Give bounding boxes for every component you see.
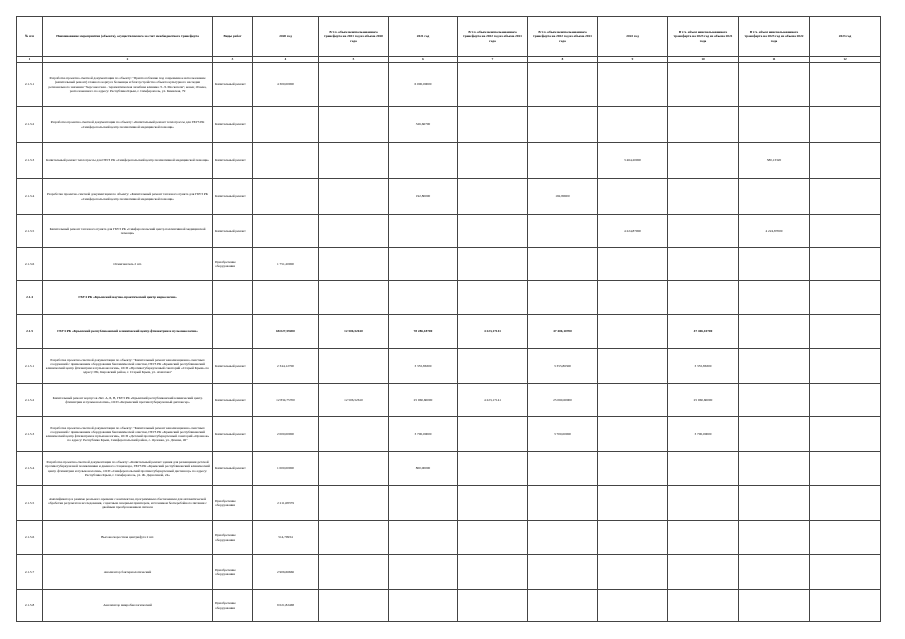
work-type: Приобретение оборудования xyxy=(213,248,253,281)
table-row xyxy=(17,590,881,622)
table-row xyxy=(17,179,881,215)
work-type: Приобретение оборудования xyxy=(213,521,253,555)
value-cell xyxy=(389,143,458,179)
value-cell xyxy=(739,384,810,417)
column-header: В т.ч. объем неиспользованного трансферта на 2021 год из объема 2020 года xyxy=(319,17,389,57)
work-type: Капитальный ремонт xyxy=(213,179,253,215)
row-description-cell xyxy=(43,384,213,417)
work-type: Капитальный ремонт xyxy=(213,215,253,248)
row-description-cell xyxy=(43,315,213,349)
row-description-cell xyxy=(43,521,213,555)
value-cell xyxy=(319,486,389,521)
row-description-cell xyxy=(43,281,213,315)
value-cell: 47 406,10700 xyxy=(668,315,739,349)
value-cell: 4 300,00000 xyxy=(253,63,319,107)
table-row xyxy=(17,452,881,486)
value-cell: 3 700,00000 xyxy=(528,417,598,452)
value-cell: 25 060,60000 xyxy=(389,384,458,417)
value-cell xyxy=(458,248,528,281)
value-cell xyxy=(389,248,458,281)
value-cell xyxy=(389,590,458,622)
value-cell xyxy=(528,555,598,590)
value-cell xyxy=(810,452,881,486)
value-cell xyxy=(319,107,389,143)
value-cell xyxy=(810,215,881,248)
table-row xyxy=(17,521,881,555)
value-cell: 192,80000 xyxy=(528,179,598,215)
value-cell xyxy=(319,521,389,555)
value-cell xyxy=(253,143,319,179)
value-cell xyxy=(739,179,810,215)
table-row xyxy=(17,281,881,315)
value-cell xyxy=(598,590,668,622)
value-cell: 12 506,52610 xyxy=(319,315,389,349)
work-type: Капитальный ремонт xyxy=(213,452,253,486)
row-description: Высокоскоростная центрифуга 2 шт. xyxy=(101,535,154,540)
value-cell xyxy=(458,555,528,590)
value-cell xyxy=(528,452,598,486)
value-cell xyxy=(598,349,668,384)
value-cell xyxy=(598,315,668,349)
value-cell xyxy=(528,521,598,555)
value-cell: 78 286,18700 xyxy=(389,315,458,349)
column-number: 7 xyxy=(458,57,528,63)
value-cell xyxy=(389,555,458,590)
row-number: 2.1.5 xyxy=(17,315,43,349)
row-number: 2.1.5.2 xyxy=(17,384,43,417)
value-cell xyxy=(598,248,668,281)
row-number: 2.1.5.8 xyxy=(17,590,43,622)
value-cell: 4 224,87000 xyxy=(598,215,668,248)
work-type: Приобретение оборудования xyxy=(213,590,253,622)
value-cell xyxy=(739,107,810,143)
column-header: В т.ч. объем неиспользованного трансферта на 2023 год из объема 2022 года xyxy=(739,17,810,57)
column-header: 2020 год xyxy=(253,17,319,57)
value-cell xyxy=(319,452,389,486)
value-cell xyxy=(810,248,881,281)
value-cell xyxy=(810,521,881,555)
value-cell xyxy=(458,349,528,384)
value-cell: 6 000,00000 xyxy=(389,63,458,107)
table-row xyxy=(17,384,881,417)
table-row xyxy=(17,555,881,590)
value-cell: 3 355,86300 xyxy=(668,349,739,384)
value-cell xyxy=(319,248,389,281)
value-cell: 12 506,52610 xyxy=(319,384,389,417)
value-cell xyxy=(253,281,319,315)
value-cell xyxy=(319,143,389,179)
column-header: 2022 год xyxy=(598,17,668,57)
value-cell xyxy=(810,315,881,349)
table-row xyxy=(17,143,881,179)
value-cell xyxy=(598,281,668,315)
column-number: 8 xyxy=(528,57,598,63)
row-description: Разработка проектно-сметной документации по объекту: "Приспособление под современное использование (капитальный ремонт) главного корпуса больницы и благоустройство объекта культурного наследия регионального значения "Херсонесская - терапевтическая лечебная клиника Э. Л. Москателя", конец 19 века, расположенного по адресу: Республика Крым, г. Симферополь, ул. Киевская, 79 xyxy=(48,76,207,93)
value-cell xyxy=(668,281,739,315)
value-cell: 580,13320 xyxy=(739,143,810,179)
value-cell xyxy=(528,590,598,622)
value-cell: 9 021,82468 xyxy=(253,590,319,622)
value-cell xyxy=(253,215,319,248)
row-description: Капитальный ремонт теплотрассы для ГБУЗ РК «Симферопольский центр паллиативной медицинской помощи» xyxy=(46,158,209,163)
row-description-cell xyxy=(43,349,213,384)
value-cell xyxy=(810,555,881,590)
work-type: Капитальный ремонт xyxy=(213,143,253,179)
column-header: В т.ч. объем неиспользованного трансферта на 2022 год из объема 2021 года xyxy=(458,17,528,57)
value-cell xyxy=(668,63,739,107)
table-row xyxy=(17,486,881,521)
value-cell xyxy=(319,417,389,452)
value-cell xyxy=(668,179,739,215)
value-cell xyxy=(739,281,810,315)
row-number: 2.1.5.6 xyxy=(17,521,43,555)
value-cell xyxy=(668,107,739,143)
value-cell xyxy=(739,248,810,281)
row-number: 2.1.5.1 xyxy=(17,349,43,384)
work-type: Капитальный ремонт xyxy=(213,384,253,417)
table-row xyxy=(17,215,881,248)
row-description: Разработка проектно-сметной документации по объекту: "Капитальный ремонт канализационно-очистных сооружений с применением оборудования биохимической очистки, ГБУЗ РК «Крымский республиканский клинический центр фтизиатрии и пульмонологии», ОСП «Детский противотуберкулезный санаторий «Орленок» по адресу: Республика Крым, Симферопольский район, с. Орловка, ул. Дачная, 1Б" xyxy=(45,425,210,443)
column-number: 5 xyxy=(319,57,389,63)
column-header: 2023 год xyxy=(810,17,881,57)
table-row xyxy=(17,417,881,452)
value-cell: 4 224,87000 xyxy=(739,215,810,248)
column-number: 1 xyxy=(17,57,43,63)
value-cell xyxy=(528,107,598,143)
row-description-cell xyxy=(43,143,213,179)
value-cell xyxy=(810,179,881,215)
table-row xyxy=(17,349,881,384)
value-cell xyxy=(458,417,528,452)
row-description: Разработка проектно-сметной документации по объекту: «Капитальный ремонт здания для размещения детской противотуберкулезной поликлиники и дневного стационара, ГБУЗ РК «Крымский республиканский клинический центр фтизиатрии и пульмонологии», ОСП «Симферопольский противотуберкулезный диспансер» по адресу: Республика Крым, г. Симферополь, ул. Ж. Дерюгиной, 24» xyxy=(45,460,210,477)
row-description-cell xyxy=(43,486,213,521)
value-cell xyxy=(319,349,389,384)
value-cell: 3 355,86300 xyxy=(389,349,458,384)
value-cell xyxy=(253,107,319,143)
table-row xyxy=(17,248,881,281)
value-cell xyxy=(598,486,668,521)
column-header: № п/п xyxy=(17,17,43,57)
work-type: Капитальный ремонт xyxy=(213,349,253,384)
value-cell: 800,00000 xyxy=(389,452,458,486)
row-description: Анализатор бактериологический xyxy=(103,569,152,574)
table-row xyxy=(17,107,881,143)
value-cell xyxy=(319,179,389,215)
row-description-cell xyxy=(43,248,213,281)
row-number: 2.1.4 xyxy=(17,281,43,315)
value-cell xyxy=(739,349,810,384)
value-cell: 1 751,20000 xyxy=(253,248,319,281)
value-cell xyxy=(528,248,598,281)
column-header: В т.ч. объем неиспользованного трансферта на 2023 год из объема 2021 года xyxy=(668,17,739,57)
value-cell xyxy=(598,452,668,486)
value-cell xyxy=(319,281,389,315)
value-cell xyxy=(810,107,881,143)
column-number: 12 xyxy=(810,57,881,63)
budget-table xyxy=(16,16,881,622)
row-description: ГБУЗ РК «Крымский республиканский клинический центр фтизиатрии и пульмонологии» xyxy=(57,329,198,334)
value-cell xyxy=(598,417,668,452)
row-description: Разработка проектно-сметной документации по объекту: «Капитальный ремонт теплового пункта для ГБУЗ РК «Симферопольский центр паллиативной медицинской помощи» xyxy=(47,192,208,201)
value-cell: 2 906,66666 xyxy=(253,555,319,590)
row-number: 2.1.5.3 xyxy=(17,417,43,452)
value-cell xyxy=(458,452,528,486)
value-cell xyxy=(598,384,668,417)
column-header: Виды работ xyxy=(213,17,253,57)
value-cell: 1 000,00000 xyxy=(253,452,319,486)
value-cell xyxy=(810,590,881,622)
work-type: Капитальный ремонт xyxy=(213,417,253,452)
value-cell xyxy=(319,215,389,248)
value-cell xyxy=(668,248,739,281)
value-cell: 514,79934 xyxy=(253,521,319,555)
row-description-cell xyxy=(43,215,213,248)
row-description: ГБУЗ РК «Крымский научно-практический центр наркологии» xyxy=(78,295,177,300)
value-cell xyxy=(668,143,739,179)
row-number: 2.1.5.7 xyxy=(17,555,43,590)
value-cell xyxy=(528,215,598,248)
value-cell xyxy=(810,417,881,452)
value-cell xyxy=(458,143,528,179)
value-cell xyxy=(739,315,810,349)
row-number: 2.1.3.4 xyxy=(17,179,43,215)
value-cell xyxy=(389,281,458,315)
value-cell xyxy=(528,63,598,107)
value-cell: 3 700,00000 xyxy=(389,417,458,452)
row-description-cell xyxy=(43,63,213,107)
work-type: Капитальный ремонт xyxy=(213,107,253,143)
value-cell: 4 223,17141 xyxy=(458,315,528,349)
value-cell: 25 060,60000 xyxy=(668,384,739,417)
value-cell xyxy=(810,63,881,107)
value-cell: 12 834,75700 xyxy=(253,384,319,417)
row-number: 2.1.3.6 xyxy=(17,248,43,281)
value-cell: 68 027,59200 xyxy=(253,315,319,349)
column-number: 4 xyxy=(253,57,319,63)
row-number: 2.1.3.3 xyxy=(17,143,43,179)
column-number: 3 xyxy=(213,57,253,63)
row-description: Капитальный ремонт теплового пункта для ГБУЗ РК «Симферопольский центр паллиативной медицинской помощи» xyxy=(49,226,206,235)
value-cell xyxy=(739,417,810,452)
value-cell xyxy=(389,486,458,521)
value-cell xyxy=(319,555,389,590)
table-row xyxy=(17,315,881,349)
value-cell xyxy=(739,521,810,555)
value-cell xyxy=(598,179,668,215)
value-cell: 3 464,20000 xyxy=(598,143,668,179)
work-type xyxy=(213,281,253,315)
row-number: 2.1.5.4 xyxy=(17,452,43,486)
column-header: В т.ч. объем неиспользованного трансферта на 2022 год из объема 2021 года xyxy=(528,17,598,57)
value-cell: 2 211,68379 xyxy=(253,486,319,521)
row-number: 2.1.3.1 xyxy=(17,63,43,107)
value-cell xyxy=(668,215,739,248)
value-cell xyxy=(739,590,810,622)
row-description-cell xyxy=(43,107,213,143)
value-cell xyxy=(458,215,528,248)
value-cell: 25 060,60000 xyxy=(528,384,598,417)
value-cell xyxy=(810,281,881,315)
row-description-cell xyxy=(43,555,213,590)
value-cell xyxy=(458,107,528,143)
value-cell xyxy=(598,107,668,143)
column-header: 2021 год xyxy=(389,17,458,57)
value-cell xyxy=(598,521,668,555)
row-number: 2.1.3.2 xyxy=(17,107,43,143)
value-cell xyxy=(668,555,739,590)
row-number: 2.1.3.5 xyxy=(17,215,43,248)
row-number: 2.1.5.5 xyxy=(17,486,43,521)
value-cell xyxy=(810,384,881,417)
value-cell xyxy=(389,521,458,555)
value-cell xyxy=(389,215,458,248)
row-description: Разработка проектно-сметной документации по объекту: "Капитальный ремонт канализационно-очистных сооружений с применением оборудования биохимической очистки, ГБУЗ РК «Крымский республиканский клинический центр фтизиатрии и пульмонологии», ОСП «Противотуберкулезный санаторий «Старый Крым» по адресу: РК, Кировский район, г. Старый Крым, ул. Ахматова" xyxy=(45,357,210,375)
column-number: 10 xyxy=(668,57,739,63)
value-cell xyxy=(739,63,810,107)
value-cell xyxy=(739,555,810,590)
value-cell xyxy=(598,63,668,107)
row-description-cell xyxy=(43,417,213,452)
value-cell xyxy=(739,452,810,486)
row-description-cell xyxy=(43,452,213,486)
value-cell xyxy=(528,281,598,315)
value-cell: 2 000,00000 xyxy=(253,417,319,452)
row-description: Отжигаватель 2 шт. xyxy=(113,261,142,266)
row-description: Разработка проектно-сметной документации по объекту: «Капитальный ремонт теплотрассы для ГБУЗ РК «Симферопольский центр паллиативной медицинской помощи» xyxy=(50,120,205,129)
value-cell xyxy=(458,281,528,315)
table-row xyxy=(17,63,881,107)
value-cell xyxy=(668,452,739,486)
value-cell: 3 355,86300 xyxy=(528,349,598,384)
value-cell xyxy=(810,349,881,384)
value-cell xyxy=(668,590,739,622)
column-number: 2 xyxy=(43,57,213,63)
value-cell: 4 223,17141 xyxy=(458,384,528,417)
value-cell: 3 700,00000 xyxy=(668,417,739,452)
value-cell xyxy=(319,63,389,107)
row-description-cell xyxy=(43,590,213,622)
value-cell xyxy=(458,179,528,215)
column-number: 11 xyxy=(739,57,810,63)
column-header: Наименование мероприятия (объекта), осуществляемого за счет межбюджетного трансферта xyxy=(43,17,213,57)
value-cell xyxy=(458,590,528,622)
column-number: 6 xyxy=(389,57,458,63)
value-cell xyxy=(528,143,598,179)
row-description: Анализатор микробиологический xyxy=(103,603,152,608)
value-cell xyxy=(598,555,668,590)
value-cell xyxy=(458,521,528,555)
value-cell xyxy=(668,521,739,555)
value-cell: 326,66700 xyxy=(389,107,458,143)
work-type: Приобретение оборудования xyxy=(213,486,253,521)
work-type: Капитальный ремонт xyxy=(213,63,253,107)
value-cell xyxy=(458,63,528,107)
value-cell xyxy=(739,486,810,521)
value-cell xyxy=(319,590,389,622)
row-description: Капитальный ремонт корпусов Лит. А, Б, В, ГБУЗ РК «Крымский республиканский клинический центр фтизиатрии и пульмонологии», ОСП «Керченский противотуберкулезный диспансер» xyxy=(52,395,203,404)
work-type xyxy=(213,315,253,349)
value-cell xyxy=(668,486,739,521)
value-cell xyxy=(458,486,528,521)
value-cell xyxy=(253,179,319,215)
work-type: Приобретение оборудования xyxy=(213,555,253,590)
value-cell: 192,80000 xyxy=(389,179,458,215)
value-cell xyxy=(810,486,881,521)
value-cell xyxy=(810,143,881,179)
value-cell xyxy=(528,486,598,521)
header-row xyxy=(17,17,881,57)
value-cell: 47 406,10700 xyxy=(528,315,598,349)
value-cell: 2 344,12700 xyxy=(253,349,319,384)
row-description: Амплификатор в режиме реального времени с комплектом, программным обеспечением для автоматической обработки результатов исследования, с цветным лазерным принтером, источником бесперебойного питания с двойным преобразованием сигнала xyxy=(48,496,207,510)
row-description-cell xyxy=(43,179,213,215)
column-number: 9 xyxy=(598,57,668,63)
